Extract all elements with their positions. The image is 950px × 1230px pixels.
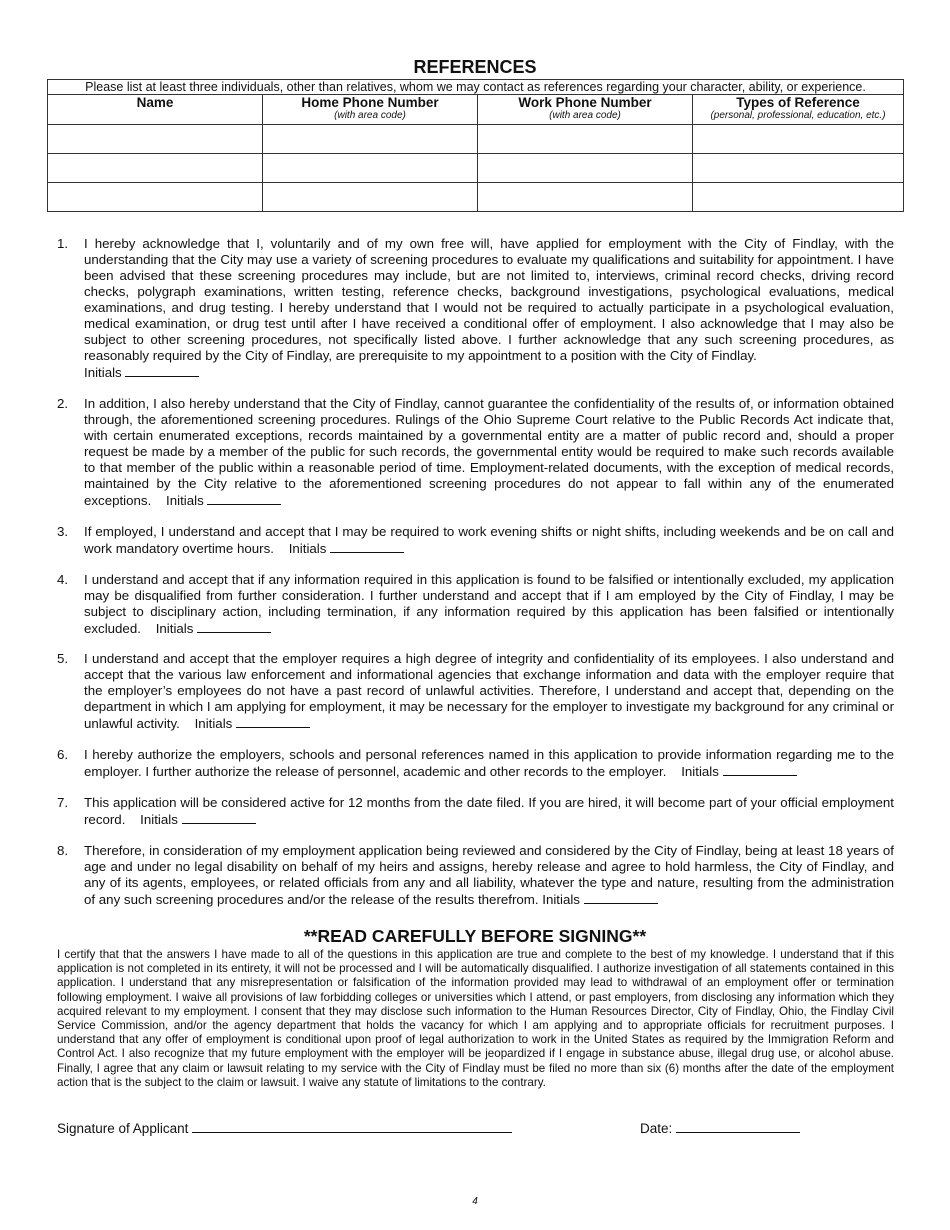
item-text: I hereby acknowledge that I, voluntarily and of my own free will, have applied for employment with the City of Findlay, with the understanding that the City may use a variety of screening procedures to evaluate my qualifications and suitability for appointment. I have been advised that these screening procedures may include, but are not limited to, interviews, criminal record checks, driving record checks, polygraph examinations, written testing, reference checks, background investigations, psychological evaluations, medical examinations, and drug testing. I hereby understand that I would not be required to actually participate in a psychological evaluation, medical examination, or drug test until after I have received a conditional offer of employment. I also acknowledge that I may also be subject to other screening procedures, not specifically listed above. I further acknowledge that any such screening procedures, as reasonably required by the City of Findlay, are prerequisite to my appointment to a position with the City of Findlay. (84, 236, 894, 363)
item-text: If employed, I understand and accept that I may be required to work evening shifts or night shifts, including weekends and be on call and work mandatory overtime hours. (84, 524, 894, 556)
item-number: 1. (57, 236, 69, 251)
references-table (47, 79, 904, 212)
initials-label: Initials (140, 812, 178, 827)
reference-type-cell[interactable] (693, 125, 904, 154)
item-number: 5. (57, 651, 69, 666)
item-number: 6. (57, 747, 69, 762)
initials-field[interactable] (236, 715, 310, 728)
date-label: Date: (640, 1121, 673, 1136)
acknowledgement-item-7 (57, 795, 894, 828)
date-block (640, 1119, 800, 1136)
signature-label: Signature of Applicant (57, 1121, 189, 1136)
acknowledgement-item-1 (57, 236, 894, 381)
column-work-phone: Work Phone Number (with area code) (478, 95, 693, 125)
page-number: 4 (472, 1196, 478, 1207)
initials-label: Initials (166, 493, 204, 508)
read-carefully-heading: **READ CAREFULLY BEFORE SIGNING** (303, 926, 647, 946)
item-number: 7. (57, 795, 69, 810)
initials-label: Initials (155, 621, 194, 636)
column-name: Name (48, 95, 263, 125)
reference-type-cell[interactable] (693, 154, 904, 183)
initials-field[interactable] (723, 763, 797, 776)
acknowledgement-item-8 (57, 843, 894, 908)
work-phone-cell[interactable] (478, 125, 693, 154)
reference-type-cell[interactable] (693, 183, 904, 212)
home-phone-cell[interactable] (263, 154, 478, 183)
item-text: I understand and accept that if any information required in this application is found to be falsified or intentionally excluded, my application may be disqualified from further consideration. I further understand and accept that if I am employed by the City of Findlay, I may be subject to disciplinary action, including termination, if any information required by this application has been falsified or intentionally excluded. (84, 572, 894, 636)
initials-label: Initials (194, 716, 233, 731)
column-home-phone: Home Phone Number (with area code) (263, 95, 478, 125)
work-phone-cell[interactable] (478, 154, 693, 183)
item-number: 3. (57, 524, 69, 539)
item-text: In addition, I also hereby understand that the City of Findlay, cannot guarantee the confidentiality of the results of, or information obtained through, the aforementioned screening procedures. Rulings of the Ohio Supreme Court relative to the Public Records Act indicate that, with certain enumerated exceptions, records maintained by a governmental entity are a matter of public record and, should a proper request be made by a member of the public for such records, the governmental entity would be required to make such records available to that member of the public within a reasonable period of time. Employment-related documents, with the exception of medical records, maintained by the City relative to the aforementioned screening procedures do not appear to fall within any of the enumerated exceptions. (84, 396, 894, 508)
date-field[interactable] (676, 1119, 800, 1133)
name-cell[interactable] (48, 154, 263, 183)
acknowledgement-item-2 (57, 396, 894, 509)
initials-label: Initials (681, 764, 719, 779)
item-number: 8. (57, 843, 69, 858)
initials-field[interactable] (182, 811, 256, 824)
reference-row (48, 125, 904, 154)
item-text: This application will be considered active for 12 months from the date filed. If you are hired, it will become part of your official employment record. (84, 795, 894, 827)
home-phone-cell[interactable] (263, 183, 478, 212)
initials-field[interactable] (125, 364, 199, 377)
reference-row (48, 183, 904, 212)
acknowledgement-item-4 (57, 572, 894, 637)
reference-row (48, 154, 904, 183)
item-number: 4. (57, 572, 69, 587)
item-text: I understand and accept that the employer requires a high degree of integrity and confidentiality of its employees. I also understand and accept that the various law enforcement and informational agencies that exchange information and data with the employer require that the employer’s employees do not have a past record of unlawful activities. Therefore, I understand and accept that, depending on the department in which I am applying for employment, it may be necessary for the employer to investigate my background for any criminal or unlawful activity. (84, 651, 894, 731)
initials-field[interactable] (584, 891, 658, 904)
acknowledgement-item-3 (57, 524, 894, 557)
item-text: I hereby authorize the employers, schools and personal references named in this application to provide information regarding me to the employer. I further authorize the release of personnel, academic and other records to the employer. (84, 747, 894, 779)
signature-field[interactable] (192, 1119, 512, 1133)
column-reference-type: Types of Reference (personal, professional, education, etc.) (693, 95, 904, 125)
certification-text: I certify that that the answers I have made to all of the questions in this application are true and complete to the best of my knowledge. I understand that if this application is not completed in its entirety, it will not be processed and I will be automatically disqualified. I authorize investigation of all statements contained in this application. I understand that any misrepresentation or falsification of the information provided may lead to withdrawal of an employment offer or termination following employment. I waive all provisions of law forbidding colleges or universities which I attend, or past employers, from disclosing any information which they acquired relevant to my employment. I consent that they may disclose such information to the Human Resources Director, City of Findlay, Ohio, the Findlay Civil Service Commission, and/or the agency department that holds the vacancy for which I am applying and to appropriate officials for recruitment purposes. I understand that any offer of employment is conditional upon proof of legal authorization to work in the United States as required by the Immigration Reform and Control Act. I also recognize that my future employment with the employer will be jeopardized if I engage in substance abuse, illegal drug use, or alcohol abuse. Finally, I agree that any claim or lawsuit relating to my service with the City of Findlay must be filed no more than six (6) months after the date of the employment action that is the subject to the claim or lawsuit. I waive any statute of limitations to the contrary. (57, 948, 894, 1089)
initials-label: Initials (84, 365, 122, 380)
references-instructions: Please list at least three individuals, other than relatives, whom we may contact as references regarding your character, ability, or experience. (48, 80, 904, 95)
initials-field[interactable] (197, 620, 271, 633)
work-phone-cell[interactable] (478, 183, 693, 212)
signature-block (57, 1119, 512, 1136)
home-phone-cell[interactable] (263, 125, 478, 154)
name-cell[interactable] (48, 125, 263, 154)
initials-label: Initials (542, 892, 580, 907)
item-text: Therefore, in consideration of my employment application being reviewed and considered by the City of Findlay, being at least 18 years of age and under no legal disability on behalf of my heirs and assigns, hereby release and agree to hold harmless, the City of Findlay, and any of its agents, employees, or related officials from any and all liability, whatever the type and nature, resulting from the administration of any such screening procedures and/or the release of the results therefrom. (84, 843, 894, 907)
initials-field[interactable] (207, 492, 281, 505)
references-title: REFERENCES (413, 57, 537, 77)
acknowledgement-item-5 (57, 651, 894, 732)
name-cell[interactable] (48, 183, 263, 212)
item-number: 2. (57, 396, 69, 411)
initials-label: Initials (288, 541, 327, 556)
acknowledgement-item-6 (57, 747, 894, 780)
initials-field[interactable] (330, 540, 404, 553)
